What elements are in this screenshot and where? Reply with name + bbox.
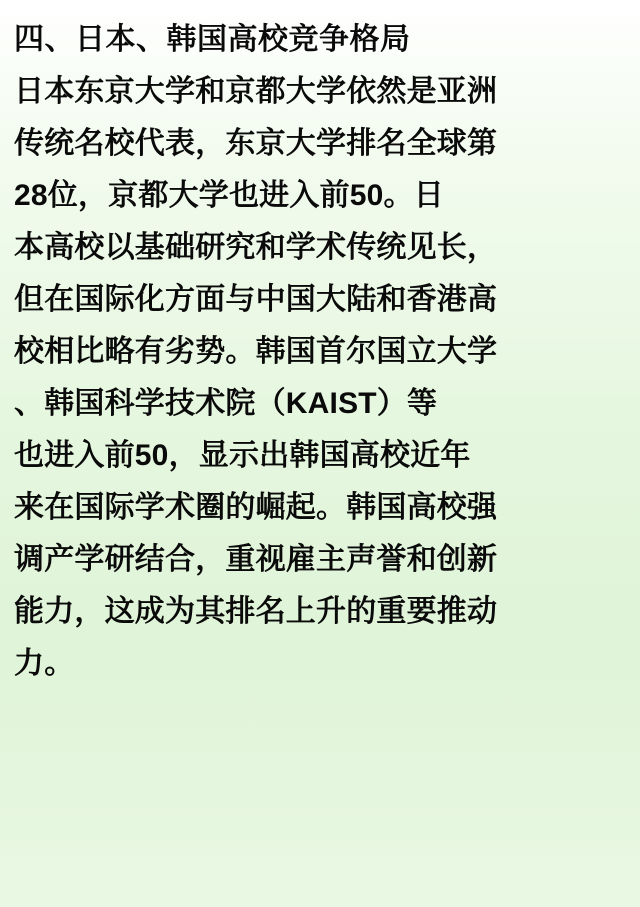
text-line: 调产学研结合，重视雇主声誉和创新 [14, 543, 498, 576]
text-line: 本高校以基础研究和学术传统见长， [14, 231, 498, 264]
text-line: 来在国际学术圈的崛起。韩国高校强 [14, 491, 498, 524]
document-content [14, 14, 630, 690]
text-line: 但在国际化方面与中国大陆和香港高 [14, 283, 498, 316]
section-heading: 四、日本、韩国高校竞争格局 [14, 23, 411, 56]
body-paragraph [14, 66, 630, 690]
text-line: 传统名校代表，东京大学排名全球第 [14, 127, 498, 160]
text-line: 能力，这成为其排名上升的重要推动 [14, 595, 498, 628]
text-line: 力。 [14, 647, 75, 680]
text-line: 日本东京大学和京都大学依然是亚洲 [14, 75, 498, 108]
text-line: 校相比略有劣势。韩国首尔国立大学 [14, 335, 498, 368]
text-line: 也进入前50，显示出韩国高校近年 [14, 439, 471, 472]
text-line: 、韩国科学技术院（KAIST）等 [14, 387, 438, 420]
text-line: 28位，京都大学也进入前50。日 [14, 179, 444, 212]
